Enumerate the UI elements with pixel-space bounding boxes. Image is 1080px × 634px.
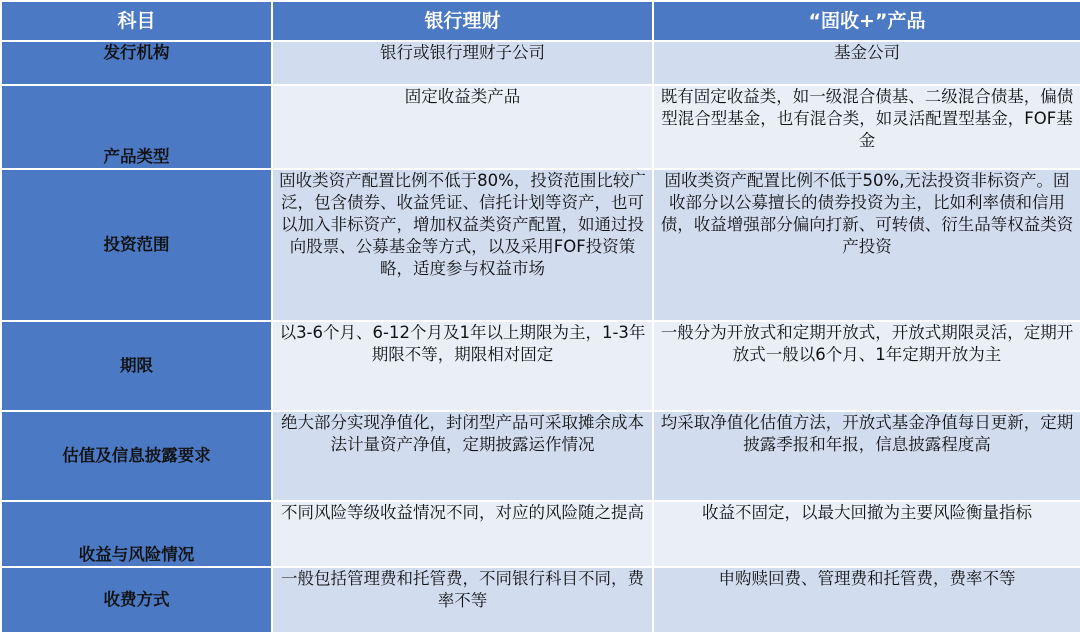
header-item: 科目 <box>1 1 272 41</box>
table-row <box>1 85 1080 169</box>
table-cell: 不同风险等级收益情况不同，对应的风险随之提高 <box>272 501 653 567</box>
row-header: 期限 <box>1 321 272 411</box>
table-row <box>1 411 1080 501</box>
header-row <box>1 1 1080 41</box>
table-cell: 基金公司 <box>653 41 1080 85</box>
table-cell: 固定收益类产品 <box>272 85 653 169</box>
table-cell: 既有固定收益类，如一级混合债基、二级混合债基，偏债型混合型基金，也有混合类，如灵活配置型基金，FOF基金 <box>653 85 1080 169</box>
table-cell: 均采取净值化估值方法，开放式基金净值每日更新，定期披露季报和年报，信息披露程度高 <box>653 411 1080 501</box>
table-cell: 一般分为开放式和定期开放式，开放式期限灵活，定期开放式一般以6个月、1年定期开放为主 <box>653 321 1080 411</box>
table-cell: 固收类资产配置比例不低于80%，投资范围比较广泛，包含债券、收益凭证、信托计划等资产，也可以加入非标资产，增加权益类资产配置，如通过投向股票、公募基金等方式，以及采用FOF投资策略，适度参与权益市场 <box>272 169 653 321</box>
table-cell: 固收类资产配置比例不低于50%,无法投资非标资产。固收部分以公募擅长的债券投资为主，比如利率债和信用债，收益增强部分偏向打新、可转债、衍生品等权益类资产投资 <box>653 169 1080 321</box>
row-header: 估值及信息披露要求 <box>1 411 272 501</box>
table-row <box>1 501 1080 567</box>
table-row <box>1 41 1080 85</box>
table-row <box>1 321 1080 411</box>
row-header: 发行机构 <box>1 41 272 85</box>
table-cell: 银行或银行理财子公司 <box>272 41 653 85</box>
table-cell: 绝大部分实现净值化，封闭型产品可采取摊余成本法计量资产净值，定期披露运作情况 <box>272 411 653 501</box>
row-header: 收益与风险情况 <box>1 501 272 567</box>
table-cell: 以3-6个月、6-12个月及1年以上期限为主，1-3年期限不等，期限相对固定 <box>272 321 653 411</box>
row-header: 收费方式 <box>1 567 272 633</box>
header-bank-wealth: 银行理财 <box>272 1 653 41</box>
header-fixed-income-plus: “固收+”产品 <box>653 1 1080 41</box>
table-cell: 申购赎回费、管理费和托管费，费率不等 <box>653 567 1080 633</box>
row-header: 产品类型 <box>1 85 272 169</box>
table-cell: 一般包括管理费和托管费，不同银行科目不同，费率不等 <box>272 567 653 633</box>
table-row <box>1 169 1080 321</box>
table-row <box>1 567 1080 633</box>
table-cell: 收益不固定，以最大回撤为主要风险衡量指标 <box>653 501 1080 567</box>
row-header: 投资范围 <box>1 169 272 321</box>
